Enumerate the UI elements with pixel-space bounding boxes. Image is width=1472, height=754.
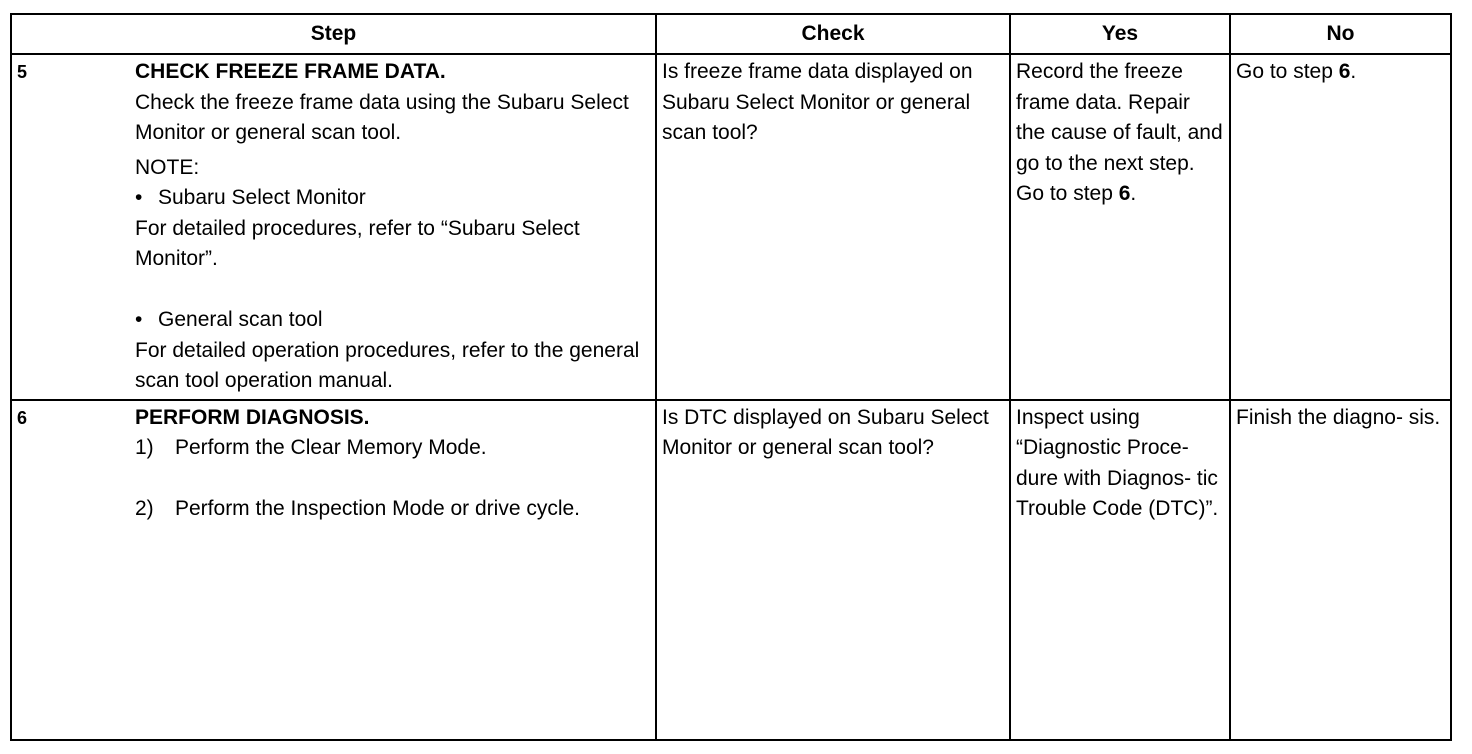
yes-step-ref: 6 bbox=[1118, 182, 1131, 205]
check-cell: Is DTC displayed on Subaru Select Monitor or general scan tool? bbox=[656, 400, 1010, 740]
bullet-label: Subaru Select Monitor bbox=[158, 186, 366, 209]
step-body bbox=[135, 403, 650, 525]
diagnostic-table bbox=[10, 13, 1452, 741]
yes-cell: Inspect using “Diagnostic Proce- dure with Diagnos- tic Trouble Code (DTC)”. bbox=[1010, 400, 1230, 740]
yes-end: . bbox=[1130, 182, 1137, 205]
step-number: 5 bbox=[17, 62, 28, 82]
no-end: . bbox=[1350, 60, 1357, 83]
no-cell: Finish the diagno- sis. bbox=[1230, 400, 1451, 740]
no-cell bbox=[1230, 54, 1451, 400]
header-row bbox=[11, 14, 1451, 54]
step-title: PERFORM DIAGNOSIS. bbox=[135, 405, 370, 429]
list-item-text: Perform the Inspection Mode or drive cycle. bbox=[175, 497, 581, 521]
bullet-text: For detailed operation procedures, refer to the general scan tool operation manual. bbox=[135, 338, 640, 392]
step-cell bbox=[11, 400, 656, 740]
list-item-number: 2) bbox=[135, 497, 154, 521]
step-cell bbox=[11, 54, 656, 400]
list-item-number: 1) bbox=[135, 436, 154, 460]
yes-text: Record the freeze frame data. Repair the cause of fault, and go to the next step. Go to step bbox=[1016, 60, 1223, 205]
bullet-text: For detailed procedures, refer to “Subaru Select Monitor”. bbox=[135, 216, 580, 270]
step-title: CHECK FREEZE FRAME DATA. bbox=[135, 60, 446, 83]
header-check: Check bbox=[656, 14, 1010, 54]
list-item bbox=[135, 433, 650, 464]
note-label: NOTE: bbox=[135, 155, 200, 179]
bullet-item bbox=[135, 183, 650, 214]
header-no: No bbox=[1230, 14, 1451, 54]
list-item bbox=[135, 494, 650, 525]
step-number: 6 bbox=[17, 407, 28, 428]
no-text: Go to step bbox=[1236, 60, 1333, 83]
yes-cell bbox=[1010, 54, 1230, 400]
no-step-ref: 6 bbox=[1338, 60, 1351, 83]
check-cell: Is freeze frame data displayed on Subaru Select Monitor or general scan tool? bbox=[656, 54, 1010, 400]
step-description: Check the freeze frame data using the Subaru Select Monitor or general scan tool. bbox=[135, 90, 629, 144]
step-body bbox=[135, 57, 650, 397]
bullet-label: General scan tool bbox=[158, 308, 323, 331]
list-item-text: Perform the Clear Memory Mode. bbox=[175, 436, 487, 460]
bullet-item bbox=[135, 305, 650, 336]
header-step: Step bbox=[11, 14, 656, 54]
header-yes: Yes bbox=[1010, 14, 1230, 54]
table-row bbox=[11, 54, 1451, 400]
table-row bbox=[11, 400, 1451, 740]
